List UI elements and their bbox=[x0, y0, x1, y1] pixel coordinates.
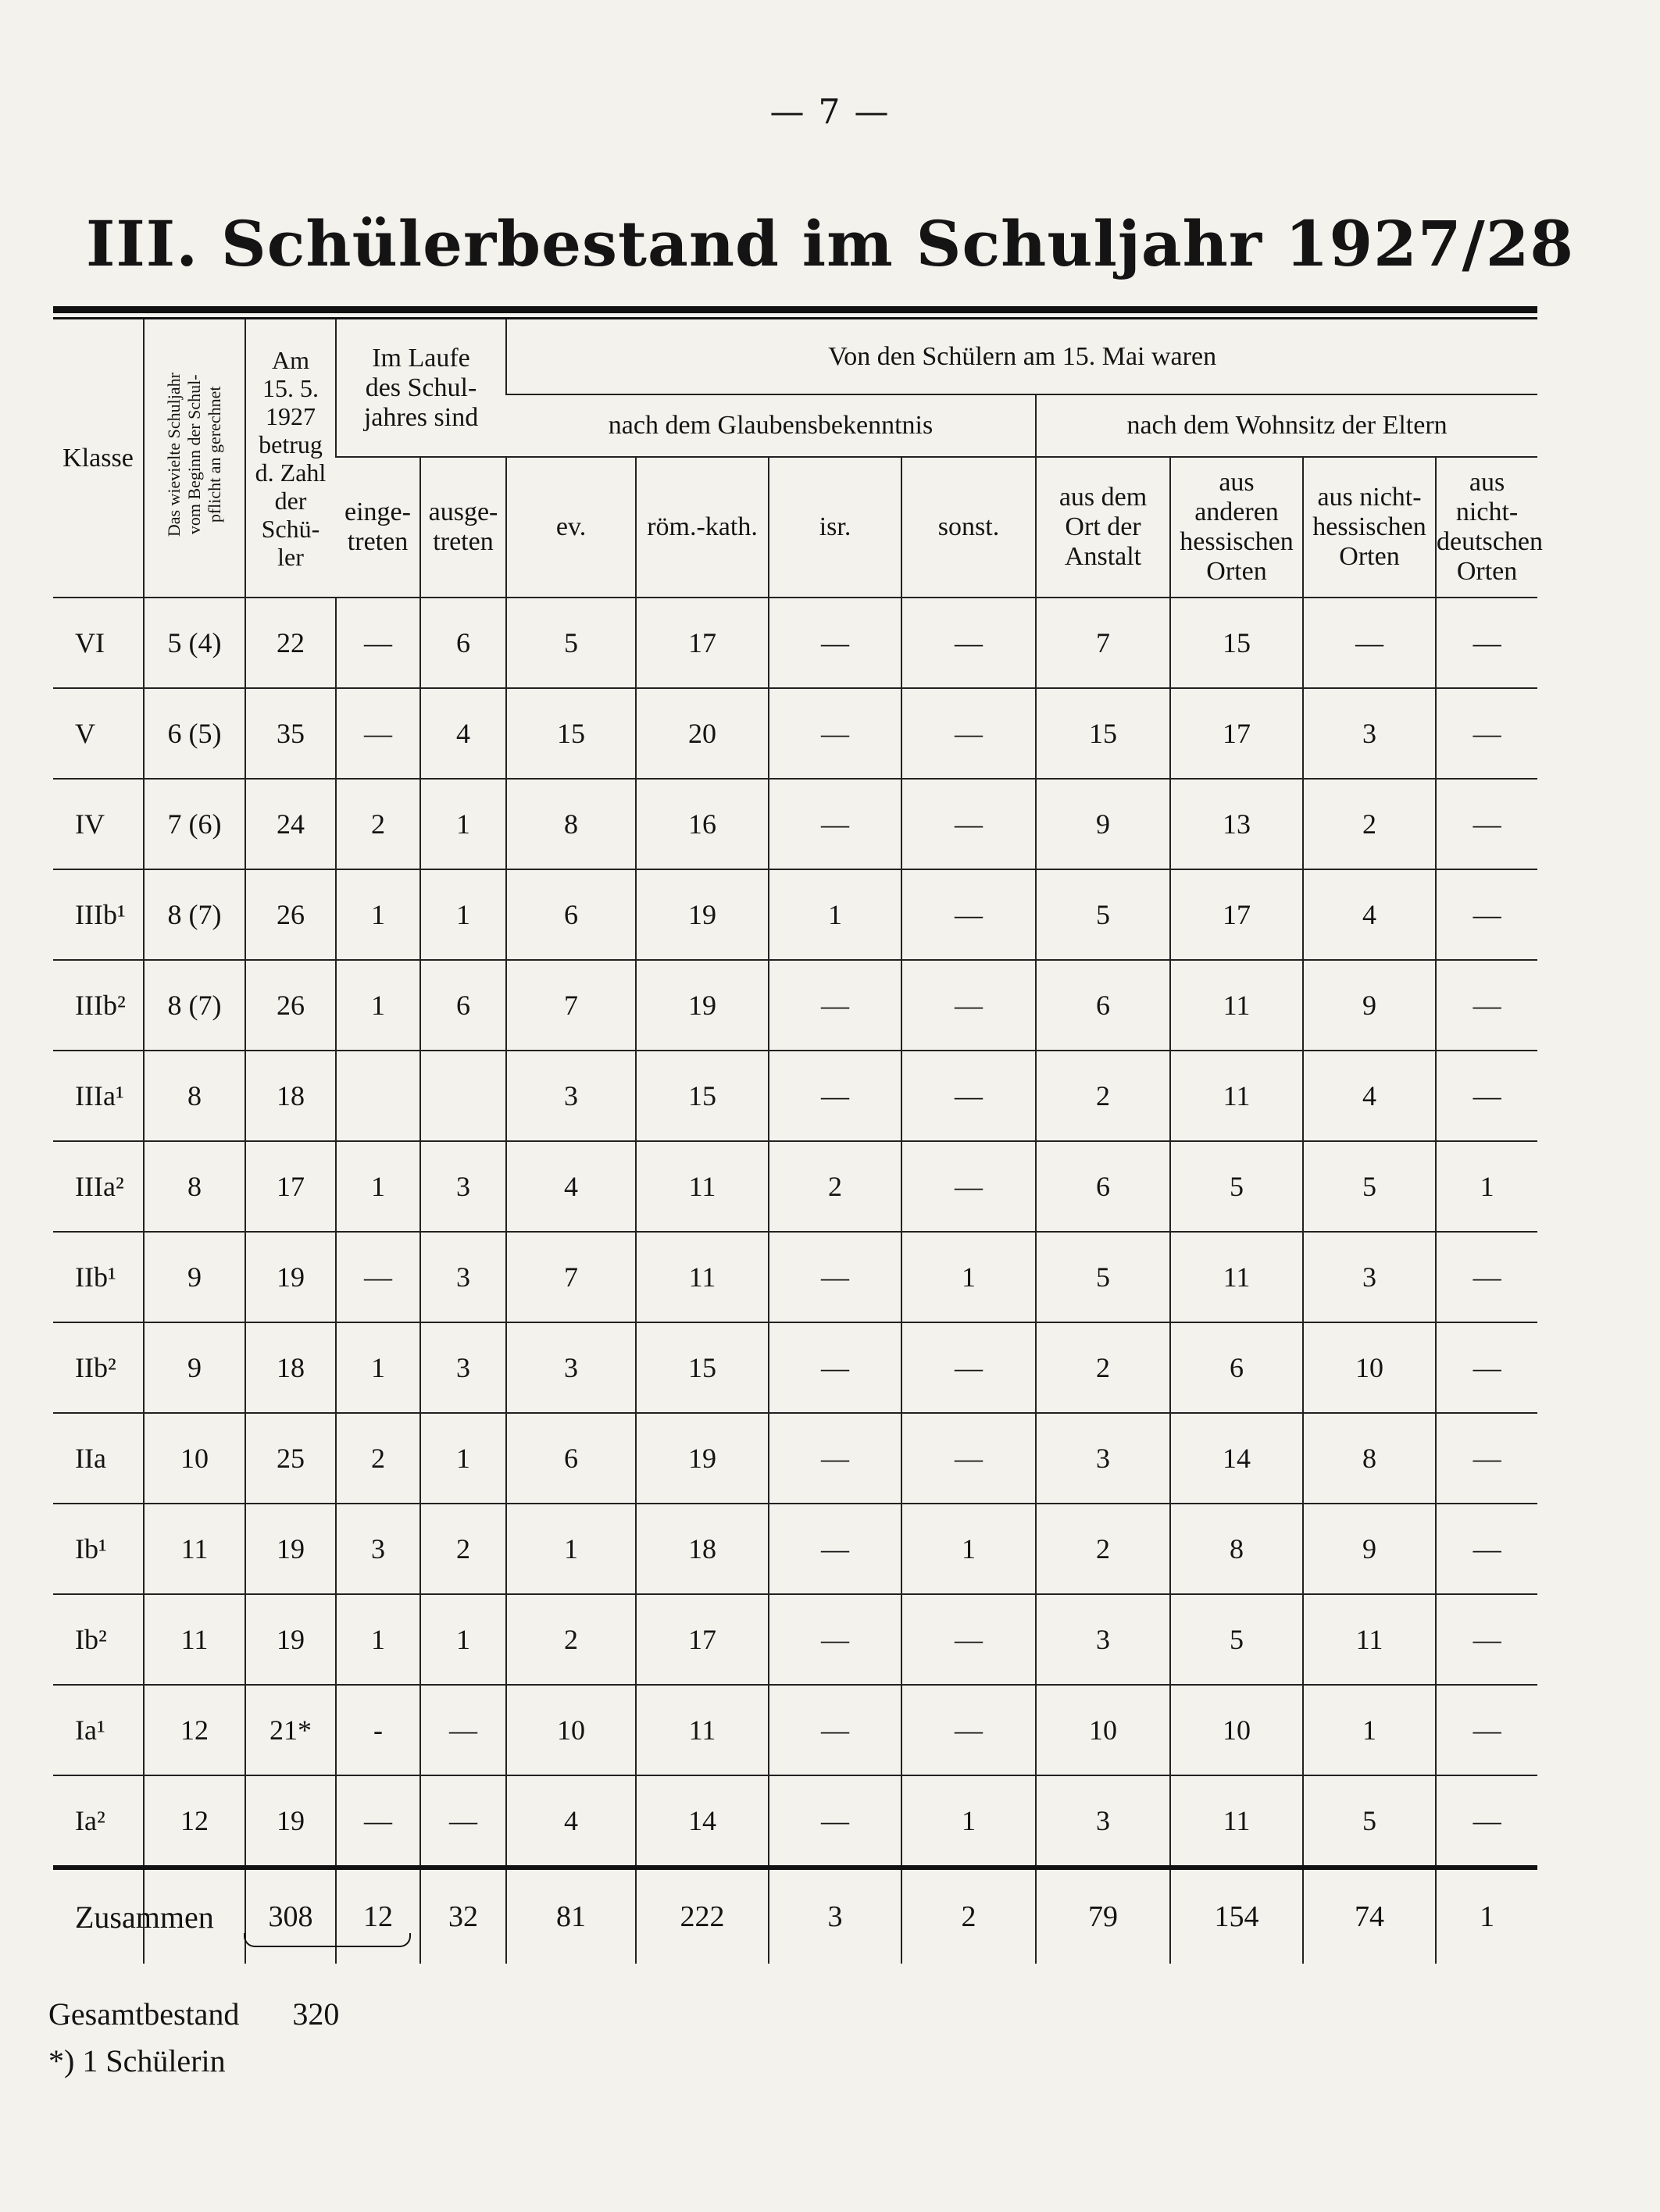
cell-sj: 5 (4) bbox=[144, 598, 245, 688]
cell-aus: 2 bbox=[420, 1504, 506, 1594]
cell-hes: 13 bbox=[1170, 779, 1303, 869]
cell-nh: — bbox=[1303, 598, 1436, 688]
header-ort: aus dem Ort der Anstalt bbox=[1036, 457, 1170, 598]
footnote: *) 1 Schülerin bbox=[48, 2043, 226, 2078]
cell-nd: — bbox=[1436, 960, 1537, 1051]
cell-sj: 9 bbox=[144, 1232, 245, 1322]
cell-ort: 3 bbox=[1036, 1413, 1170, 1504]
cell-so: — bbox=[901, 1322, 1036, 1413]
cell-rk: 18 bbox=[636, 1504, 769, 1594]
cell-klasse: Ib² bbox=[53, 1594, 144, 1685]
header-ev: ev. bbox=[506, 457, 636, 598]
cell-nh: 5 bbox=[1303, 1141, 1436, 1232]
cell-ev: 15 bbox=[506, 688, 636, 779]
cell-ev: 6 bbox=[506, 869, 636, 960]
cell-so: — bbox=[901, 960, 1036, 1051]
cell-so: — bbox=[901, 869, 1036, 960]
cell-aus: 1 bbox=[420, 869, 506, 960]
sum-rk: 222 bbox=[636, 1868, 769, 1964]
gesamtbestand bbox=[48, 1996, 339, 2032]
cell-ev: 6 bbox=[506, 1413, 636, 1504]
cell-ev: 1 bbox=[506, 1504, 636, 1594]
cell-hes: 11 bbox=[1170, 1051, 1303, 1141]
sum-isr: 3 bbox=[769, 1868, 901, 1964]
cell-klasse: Ia² bbox=[53, 1775, 144, 1868]
table-row bbox=[53, 1051, 1537, 1141]
cell-so: — bbox=[901, 779, 1036, 869]
header-glaube: nach dem Glaubensbekenntnis bbox=[506, 394, 1036, 457]
cell-nh: 8 bbox=[1303, 1413, 1436, 1504]
cell-ein: 1 bbox=[336, 1322, 420, 1413]
cell-sj: 8 (7) bbox=[144, 960, 245, 1051]
cell-aus: 3 bbox=[420, 1232, 506, 1322]
header-von-den: Von den Schülern am 15. Mai waren bbox=[506, 319, 1537, 394]
table-row bbox=[53, 598, 1537, 688]
cell-n: 26 bbox=[245, 869, 336, 960]
cell-rk: 19 bbox=[636, 869, 769, 960]
cell-ein: - bbox=[336, 1685, 420, 1775]
cell-ort: 3 bbox=[1036, 1594, 1170, 1685]
cell-ort: 5 bbox=[1036, 869, 1170, 960]
cell-aus bbox=[420, 1051, 506, 1141]
cell-rk: 11 bbox=[636, 1685, 769, 1775]
cell-klasse: IIIa² bbox=[53, 1141, 144, 1232]
cell-isr: 2 bbox=[769, 1141, 901, 1232]
cell-ort: 5 bbox=[1036, 1232, 1170, 1322]
top-rule-thick bbox=[53, 306, 1537, 313]
cell-aus: 4 bbox=[420, 688, 506, 779]
cell-sj: 8 bbox=[144, 1141, 245, 1232]
cell-klasse: IIb² bbox=[53, 1322, 144, 1413]
cell-nd: — bbox=[1436, 779, 1537, 869]
cell-ein: — bbox=[336, 688, 420, 779]
sum-ev: 81 bbox=[506, 1868, 636, 1964]
cell-nd: — bbox=[1436, 1685, 1537, 1775]
cell-klasse: IV bbox=[53, 779, 144, 869]
cell-rk: 15 bbox=[636, 1322, 769, 1413]
cell-klasse: VI bbox=[53, 598, 144, 688]
cell-nh: 9 bbox=[1303, 960, 1436, 1051]
cell-isr: — bbox=[769, 688, 901, 779]
table-row bbox=[53, 1775, 1537, 1868]
cell-ev: 8 bbox=[506, 779, 636, 869]
cell-aus: 3 bbox=[420, 1322, 506, 1413]
cell-ort: 15 bbox=[1036, 688, 1170, 779]
cell-hes: 10 bbox=[1170, 1685, 1303, 1775]
cell-aus: 1 bbox=[420, 1413, 506, 1504]
cell-sj: 11 bbox=[144, 1504, 245, 1594]
table-body bbox=[53, 598, 1537, 1964]
cell-nd: — bbox=[1436, 1051, 1537, 1141]
cell-so: — bbox=[901, 1594, 1036, 1685]
cell-nd: — bbox=[1436, 598, 1537, 688]
cell-ort: 7 bbox=[1036, 598, 1170, 688]
cell-nd: — bbox=[1436, 1504, 1537, 1594]
sum-nd: 1 bbox=[1436, 1868, 1537, 1964]
cell-klasse: V bbox=[53, 688, 144, 779]
cell-nd: — bbox=[1436, 1775, 1537, 1868]
cell-ort: 6 bbox=[1036, 1141, 1170, 1232]
cell-ev: 4 bbox=[506, 1775, 636, 1868]
cell-nd: — bbox=[1436, 688, 1537, 779]
cell-nd: — bbox=[1436, 1232, 1537, 1322]
cell-ev: 10 bbox=[506, 1685, 636, 1775]
cell-klasse: IIIb² bbox=[53, 960, 144, 1051]
cell-n: 19 bbox=[245, 1504, 336, 1594]
cell-isr: 1 bbox=[769, 869, 901, 960]
cell-rk: 19 bbox=[636, 1413, 769, 1504]
cell-aus: — bbox=[420, 1685, 506, 1775]
cell-ein: — bbox=[336, 598, 420, 688]
cell-n: 18 bbox=[245, 1051, 336, 1141]
sum-brace bbox=[244, 1933, 411, 1947]
cell-ort: 2 bbox=[1036, 1322, 1170, 1413]
cell-hes: 11 bbox=[1170, 960, 1303, 1051]
cell-isr: — bbox=[769, 1594, 901, 1685]
cell-so: — bbox=[901, 1141, 1036, 1232]
cell-hes: 6 bbox=[1170, 1322, 1303, 1413]
enrollment-table-wrap bbox=[53, 306, 1543, 1964]
cell-klasse: IIb¹ bbox=[53, 1232, 144, 1322]
cell-isr: — bbox=[769, 1685, 901, 1775]
table-row bbox=[53, 1685, 1537, 1775]
cell-nh: 10 bbox=[1303, 1322, 1436, 1413]
cell-ein: 1 bbox=[336, 960, 420, 1051]
cell-so: 1 bbox=[901, 1504, 1036, 1594]
cell-sj: 7 (6) bbox=[144, 779, 245, 869]
table-row bbox=[53, 1232, 1537, 1322]
cell-n: 19 bbox=[245, 1775, 336, 1868]
enrollment-table bbox=[53, 319, 1543, 1964]
cell-hes: 5 bbox=[1170, 1141, 1303, 1232]
cell-rk: 15 bbox=[636, 1051, 769, 1141]
cell-hes: 14 bbox=[1170, 1413, 1303, 1504]
table-row bbox=[53, 1594, 1537, 1685]
cell-so: — bbox=[901, 598, 1036, 688]
cell-nh: 4 bbox=[1303, 869, 1436, 960]
sum-nh: 74 bbox=[1303, 1868, 1436, 1964]
header-roem: röm.-kath. bbox=[636, 457, 769, 598]
cell-klasse: Ib¹ bbox=[53, 1504, 144, 1594]
cell-klasse: IIIa¹ bbox=[53, 1051, 144, 1141]
cell-klasse: IIIb¹ bbox=[53, 869, 144, 960]
sum-hes: 154 bbox=[1170, 1868, 1303, 1964]
header-eingetreten: einge- treten bbox=[336, 457, 420, 598]
cell-nh: 2 bbox=[1303, 779, 1436, 869]
cell-aus: 1 bbox=[420, 1594, 506, 1685]
cell-nd: 1 bbox=[1436, 1141, 1537, 1232]
table-row bbox=[53, 1322, 1537, 1413]
cell-nd: — bbox=[1436, 869, 1537, 960]
header-klasse: Klasse bbox=[53, 319, 144, 598]
table-row bbox=[53, 688, 1537, 779]
cell-nh: 3 bbox=[1303, 1232, 1436, 1322]
header-am-15: Am 15. 5. 1927 betrug d. Zahl der Schü- ler bbox=[245, 319, 336, 598]
cell-sj: 10 bbox=[144, 1413, 245, 1504]
cell-ort: 9 bbox=[1036, 779, 1170, 869]
cell-hes: 15 bbox=[1170, 598, 1303, 688]
cell-so: — bbox=[901, 688, 1036, 779]
sum-label: Zusammen bbox=[53, 1868, 144, 1964]
cell-hes: 17 bbox=[1170, 869, 1303, 960]
cell-nh: 4 bbox=[1303, 1051, 1436, 1141]
cell-isr: — bbox=[769, 1413, 901, 1504]
gesamtbestand-label: Gesamtbestand bbox=[48, 1996, 240, 2032]
cell-ein: — bbox=[336, 1232, 420, 1322]
table-row bbox=[53, 1413, 1537, 1504]
cell-isr: — bbox=[769, 1504, 901, 1594]
header-ausgetreten: ausge- treten bbox=[420, 457, 506, 598]
cell-n: 17 bbox=[245, 1141, 336, 1232]
cell-ein: 1 bbox=[336, 1141, 420, 1232]
cell-rk: 20 bbox=[636, 688, 769, 779]
cell-sj: 12 bbox=[144, 1775, 245, 1868]
cell-ort: 2 bbox=[1036, 1504, 1170, 1594]
cell-ev: 3 bbox=[506, 1322, 636, 1413]
cell-ev: 3 bbox=[506, 1051, 636, 1141]
cell-hes: 11 bbox=[1170, 1232, 1303, 1322]
cell-aus: 1 bbox=[420, 779, 506, 869]
sum-ein: 12 bbox=[336, 1868, 420, 1964]
cell-aus: 3 bbox=[420, 1141, 506, 1232]
cell-ein: 2 bbox=[336, 1413, 420, 1504]
header-sonst: sonst. bbox=[901, 457, 1036, 598]
cell-ein: 3 bbox=[336, 1504, 420, 1594]
cell-n: 25 bbox=[245, 1413, 336, 1504]
cell-rk: 11 bbox=[636, 1232, 769, 1322]
cell-nd: — bbox=[1436, 1322, 1537, 1413]
table-row bbox=[53, 869, 1537, 960]
cell-n: 35 bbox=[245, 688, 336, 779]
cell-isr: — bbox=[769, 1322, 901, 1413]
table-row bbox=[53, 1504, 1537, 1594]
cell-rk: 17 bbox=[636, 598, 769, 688]
cell-so: — bbox=[901, 1685, 1036, 1775]
header-nicht-hess: aus nicht- hessischen Orten bbox=[1303, 457, 1436, 598]
cell-ort: 3 bbox=[1036, 1775, 1170, 1868]
header-wohnsitz: nach dem Wohnsitz der Eltern bbox=[1036, 394, 1537, 457]
cell-nh: 11 bbox=[1303, 1594, 1436, 1685]
cell-hes: 11 bbox=[1170, 1775, 1303, 1868]
cell-ort: 6 bbox=[1036, 960, 1170, 1051]
cell-nh: 3 bbox=[1303, 688, 1436, 779]
cell-n: 19 bbox=[245, 1594, 336, 1685]
sum-so: 2 bbox=[901, 1868, 1036, 1964]
cell-nd: — bbox=[1436, 1413, 1537, 1504]
sum-n: 308 bbox=[245, 1868, 336, 1964]
cell-ev: 5 bbox=[506, 598, 636, 688]
cell-sj: 12 bbox=[144, 1685, 245, 1775]
cell-klasse: IIa bbox=[53, 1413, 144, 1504]
cell-isr: — bbox=[769, 1775, 901, 1868]
cell-ort: 10 bbox=[1036, 1685, 1170, 1775]
cell-nh: 1 bbox=[1303, 1685, 1436, 1775]
cell-rk: 14 bbox=[636, 1775, 769, 1868]
cell-so: 1 bbox=[901, 1232, 1036, 1322]
cell-ein: 2 bbox=[336, 779, 420, 869]
page-title: III. Schülerbestand im Schuljahr 1927/28 bbox=[85, 207, 1575, 280]
sum-ort: 79 bbox=[1036, 1868, 1170, 1964]
cell-aus: — bbox=[420, 1775, 506, 1868]
cell-aus: 6 bbox=[420, 960, 506, 1051]
cell-ein bbox=[336, 1051, 420, 1141]
cell-hes: 5 bbox=[1170, 1594, 1303, 1685]
cell-hes: 17 bbox=[1170, 688, 1303, 779]
cell-sj: 6 (5) bbox=[144, 688, 245, 779]
cell-so: 1 bbox=[901, 1775, 1036, 1868]
cell-so: — bbox=[901, 1413, 1036, 1504]
cell-rk: 17 bbox=[636, 1594, 769, 1685]
header-schulpflicht bbox=[144, 319, 245, 598]
header-isr: isr. bbox=[769, 457, 901, 598]
cell-ort: 2 bbox=[1036, 1051, 1170, 1141]
page-number: — 7 — bbox=[769, 92, 891, 132]
cell-hes: 8 bbox=[1170, 1504, 1303, 1594]
cell-n: 21* bbox=[245, 1685, 336, 1775]
cell-isr: — bbox=[769, 598, 901, 688]
table-row bbox=[53, 779, 1537, 869]
cell-sj: 11 bbox=[144, 1594, 245, 1685]
cell-n: 18 bbox=[245, 1322, 336, 1413]
cell-n: 22 bbox=[245, 598, 336, 688]
cell-ein: — bbox=[336, 1775, 420, 1868]
cell-aus: 6 bbox=[420, 598, 506, 688]
cell-isr: — bbox=[769, 1232, 901, 1322]
cell-n: 19 bbox=[245, 1232, 336, 1322]
header-hess: aus anderen hessischen Orten bbox=[1170, 457, 1303, 598]
cell-n: 24 bbox=[245, 779, 336, 869]
table-row bbox=[53, 960, 1537, 1051]
cell-ev: 7 bbox=[506, 1232, 636, 1322]
sum-aus: 32 bbox=[420, 1868, 506, 1964]
cell-ev: 4 bbox=[506, 1141, 636, 1232]
cell-nh: 5 bbox=[1303, 1775, 1436, 1868]
header-im-laufe: Im Laufe des Schul- jahres sind bbox=[336, 319, 506, 457]
cell-sj: 8 (7) bbox=[144, 869, 245, 960]
cell-rk: 19 bbox=[636, 960, 769, 1051]
cell-nh: 9 bbox=[1303, 1504, 1436, 1594]
cell-ev: 2 bbox=[506, 1594, 636, 1685]
cell-ein: 1 bbox=[336, 869, 420, 960]
cell-sj: 8 bbox=[144, 1051, 245, 1141]
cell-rk: 11 bbox=[636, 1141, 769, 1232]
cell-isr: — bbox=[769, 779, 901, 869]
cell-so: — bbox=[901, 1051, 1036, 1141]
header-nicht-deutsch: aus nicht- deutschen Orten bbox=[1436, 457, 1537, 598]
cell-isr: — bbox=[769, 960, 901, 1051]
cell-isr: — bbox=[769, 1051, 901, 1141]
cell-nd: — bbox=[1436, 1594, 1537, 1685]
cell-rk: 16 bbox=[636, 779, 769, 869]
cell-ein: 1 bbox=[336, 1594, 420, 1685]
gesamtbestand-value: 320 bbox=[292, 1996, 340, 2032]
header-schulpflicht-text: Das wievielte Schuljahr vom Beginn der Schul- pflicht an gerechnet bbox=[164, 372, 224, 537]
cell-n: 26 bbox=[245, 960, 336, 1051]
cell-sj: 9 bbox=[144, 1322, 245, 1413]
cell-klasse: Ia¹ bbox=[53, 1685, 144, 1775]
cell-ev: 7 bbox=[506, 960, 636, 1051]
sum-row bbox=[53, 1868, 1537, 1964]
table-row bbox=[53, 1141, 1537, 1232]
